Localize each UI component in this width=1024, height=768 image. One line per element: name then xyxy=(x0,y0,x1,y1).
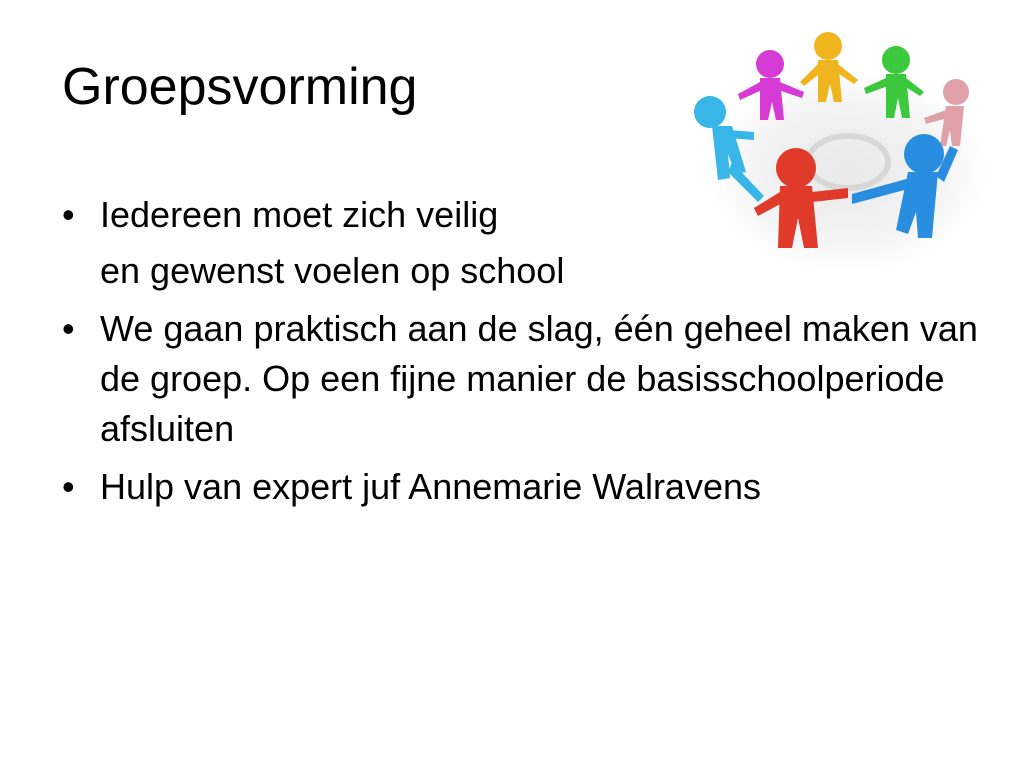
list-item xyxy=(58,304,978,454)
list-item xyxy=(58,462,978,512)
bullet-text-line1: Iedereen moet zich veilig xyxy=(100,194,499,235)
bullet-marker: • xyxy=(62,466,75,507)
bullet-text-line2: en gewenst voelen op school xyxy=(100,250,565,291)
bullet-marker: • xyxy=(62,194,75,235)
slide-title: Groepsvorming xyxy=(62,58,418,116)
bullet-text: Hulp van expert juf Annemarie Walravens xyxy=(100,466,761,507)
bullet-text: We gaan praktisch aan de slag, één geheel maken van de groep. Op een fijne manier de basisschoolperiode afsluiten xyxy=(100,308,978,449)
bullet-marker: • xyxy=(62,308,75,349)
people-circle-icon xyxy=(688,22,1000,284)
